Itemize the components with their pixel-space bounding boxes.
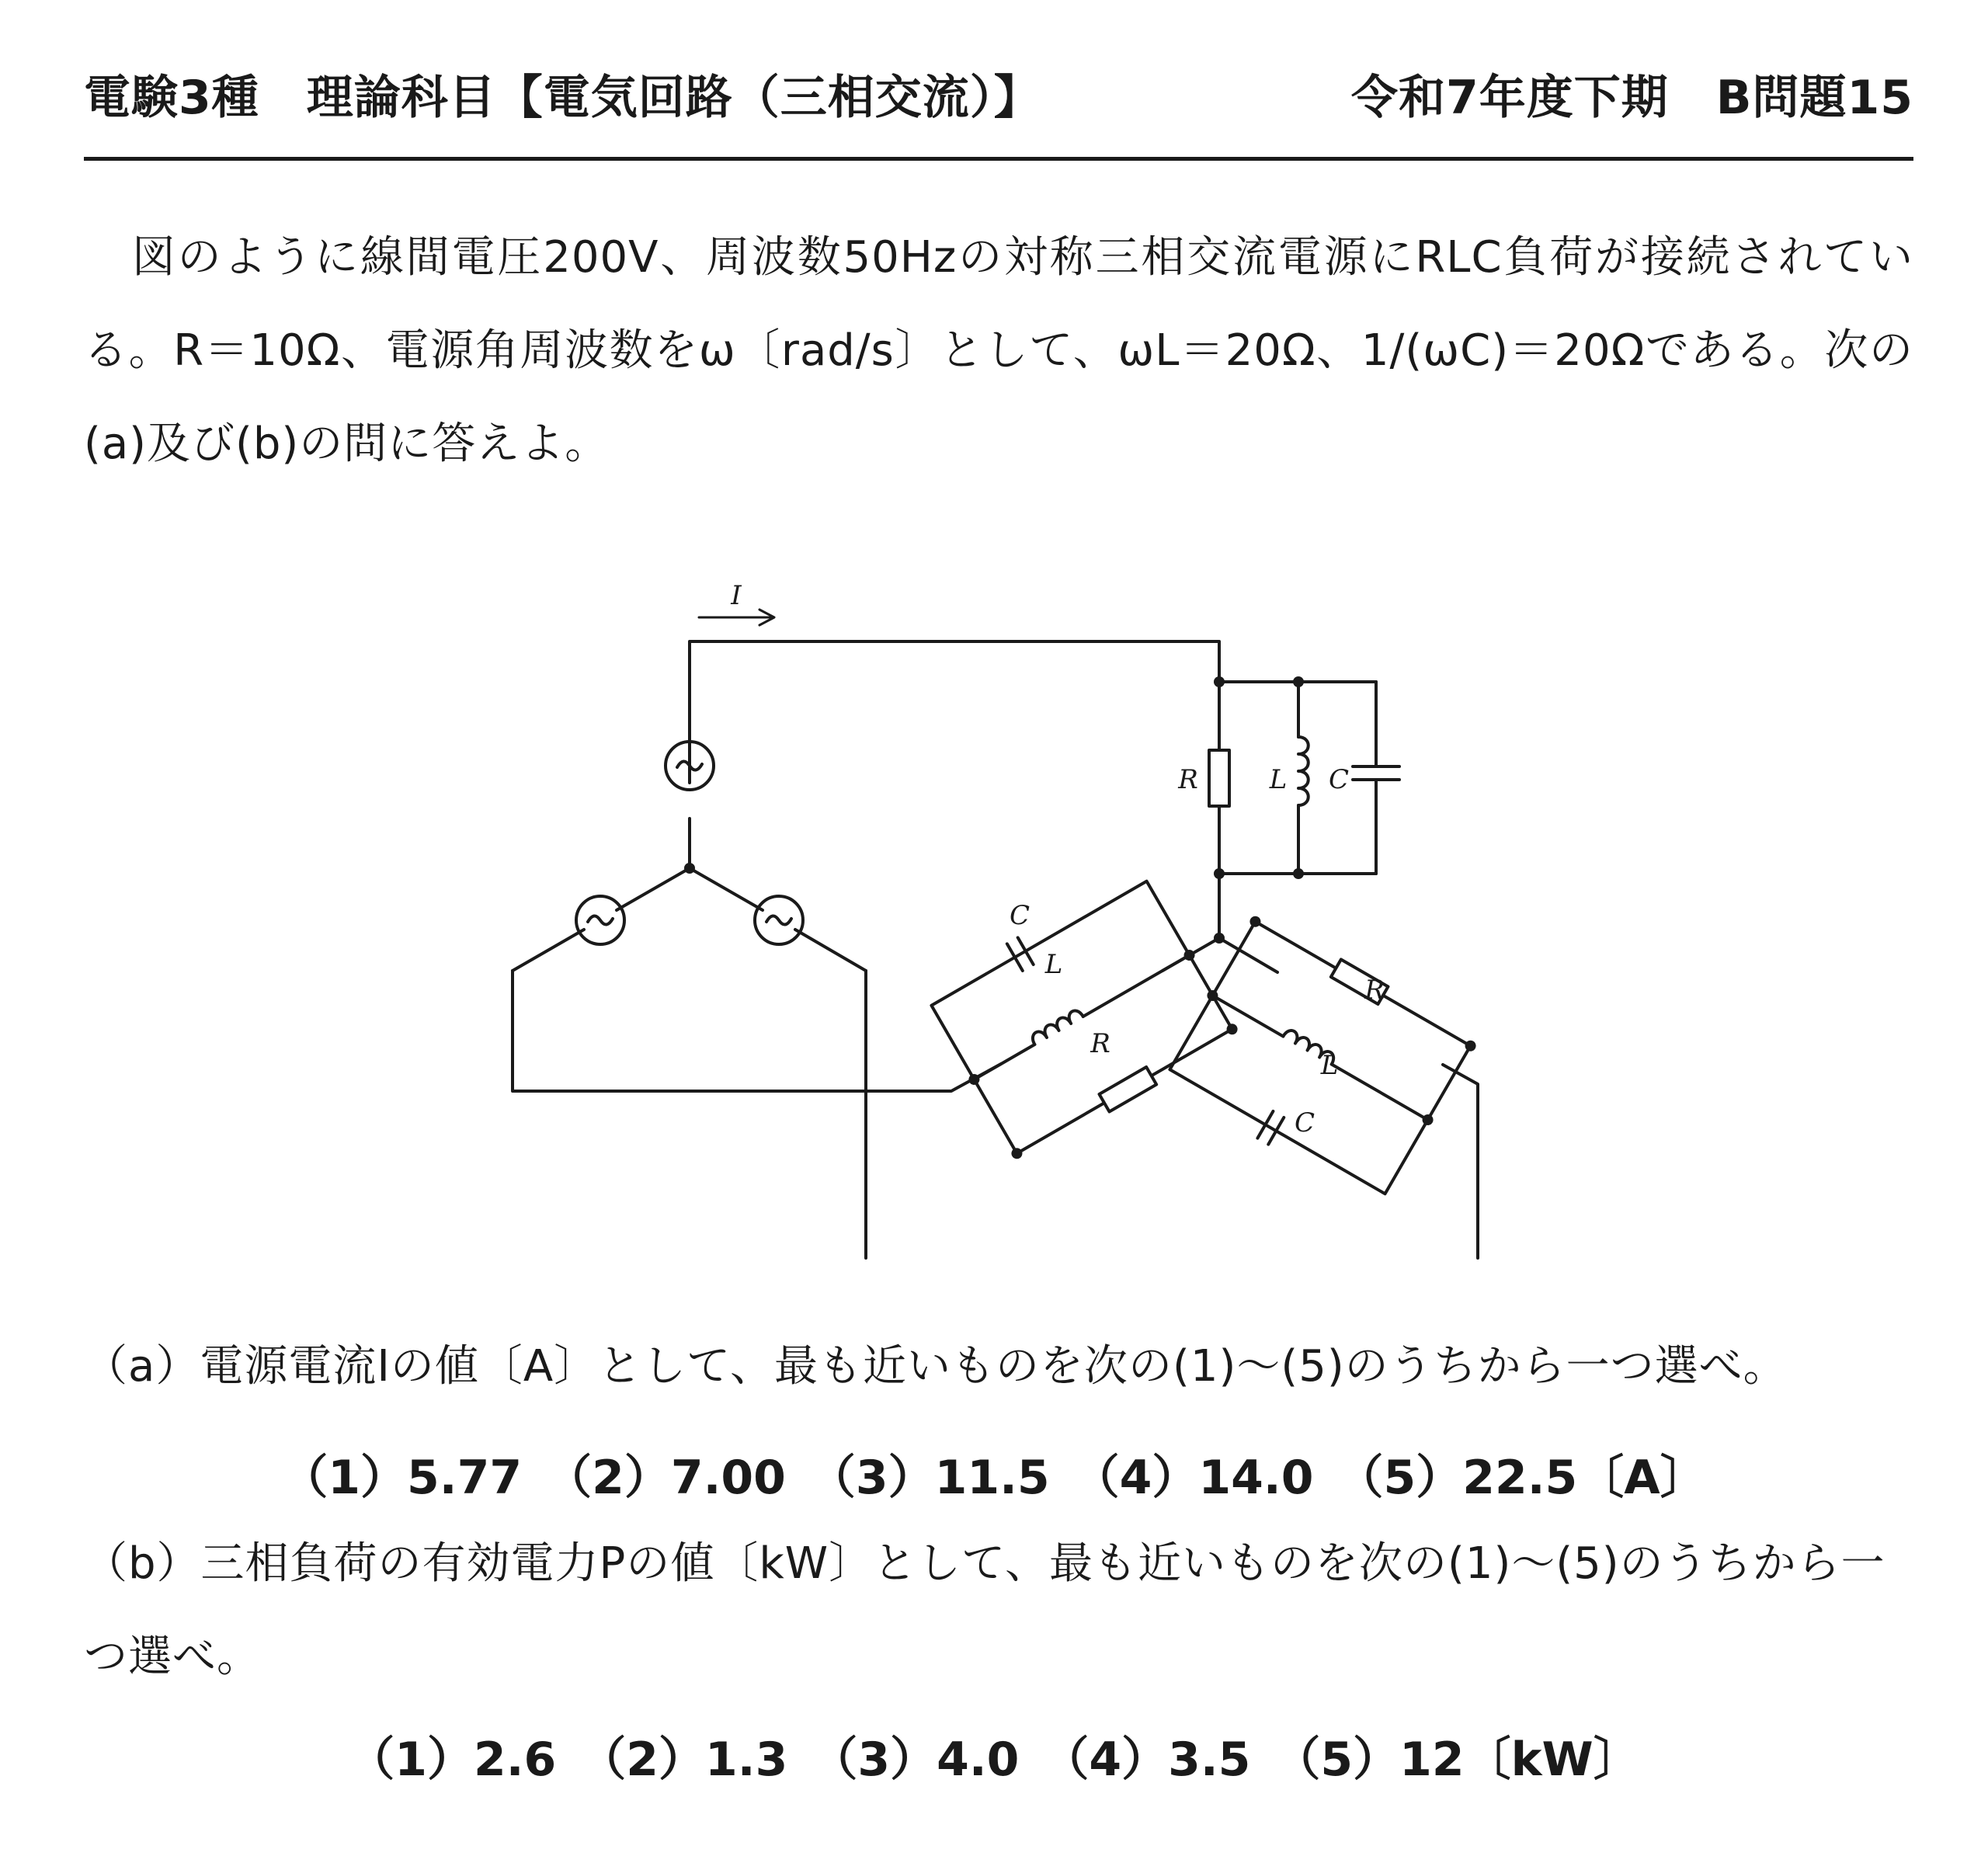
ac-source-left-icon	[576, 896, 624, 944]
inductor-left-label: L	[1044, 949, 1063, 980]
load-branch-left	[919, 865, 1242, 1165]
capacitor-top-label: C	[1328, 764, 1350, 795]
problem-statement	[84, 211, 1913, 491]
current-label: I	[731, 580, 742, 611]
ac-source-right-icon	[755, 896, 803, 944]
resistor-top	[1209, 750, 1229, 806]
page-header	[84, 61, 1913, 123]
inductor-right-label: L	[1320, 1050, 1339, 1081]
capacitor-right	[1257, 1111, 1273, 1138]
problem-text: 図のように線間電圧200V、周波数50Hzの対称三相交流電源にRLC負荷が接続されている。R＝10Ω、電源角周波数をω〔rad/s〕として、ωL＝20Ω、1/(ωC)＝20Ωである。次の(a)及び(b)の問に答えよ。	[84, 232, 1913, 469]
resistor-top-label: R	[1178, 764, 1198, 795]
load-center-node	[1214, 933, 1225, 944]
resistor-right-label: R	[1364, 975, 1385, 1006]
current-arrow	[699, 610, 774, 625]
source-wiring	[513, 641, 1219, 1258]
inductor-top-label: L	[1269, 764, 1288, 795]
exam-period-title: 令和7年度下期 B問題15	[1351, 71, 1913, 125]
circuit-diagram	[481, 573, 1507, 1272]
inductor-left	[1030, 1008, 1083, 1044]
inductor-top	[1298, 737, 1309, 805]
question-a: （a）電源電流Iの値〔A〕として、最も近いものを次の(1)～(5)のうちから一つ選べ。	[84, 1341, 1788, 1392]
answer-choices-b: （1）2.6 （2）1.3 （3）4.0 （4）3.5 （5）12〔kW〕	[348, 1733, 1640, 1787]
capacitor-left	[1007, 944, 1023, 971]
answer-choices-a: （1）5.77 （2）7.00 （3）11.5 （4）14.0 （5）22.5〔A〕	[281, 1451, 1707, 1505]
resistor-left	[1100, 1067, 1157, 1112]
load-branch-top	[1209, 682, 1399, 874]
header-divider	[84, 157, 1913, 161]
capacitor-right-label: C	[1294, 1107, 1315, 1138]
capacitor-left-label: C	[1009, 900, 1030, 931]
subject-title: 電験3種 理論科目【電気回路（三相交流）】	[84, 71, 1041, 125]
question-b: （b）三相負荷の有効電力Pの値〔kW〕として、最も近いものを次の(1)～(5)のうちから一つ選べ。	[84, 1538, 1885, 1682]
source-neutral-node	[684, 863, 695, 874]
load-branch-right	[1157, 910, 1480, 1210]
resistor-left-label: R	[1090, 1028, 1110, 1059]
